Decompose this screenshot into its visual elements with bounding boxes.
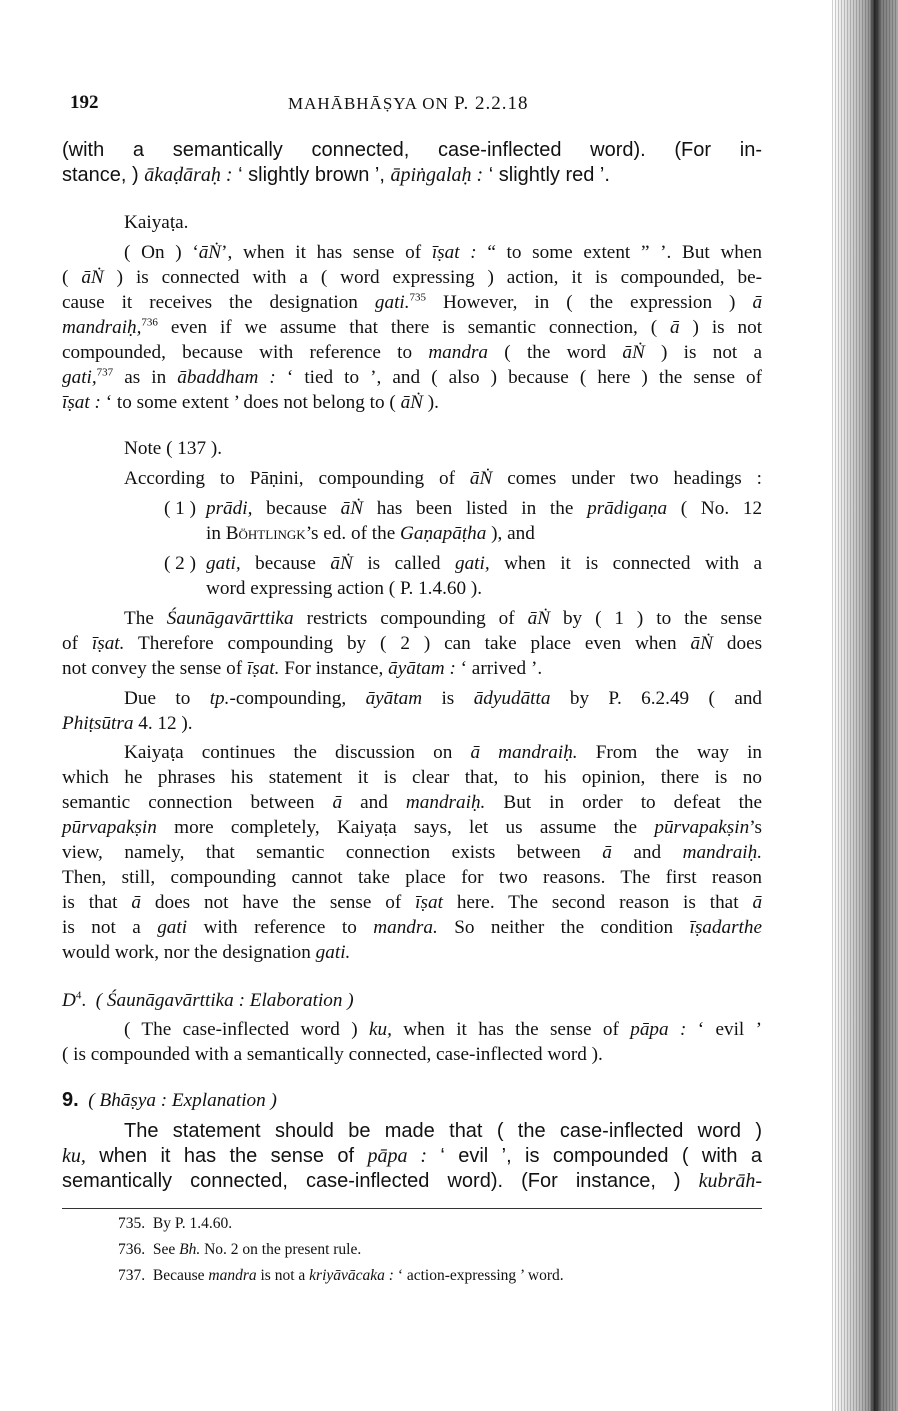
note-p4-line-5: view, namely, that semantic connection exists between ā and mandraiḥ. [62,842,763,863]
note-p4-line-6: Then, still, compounding cannot take place for two reasons. The first reason [62,867,762,888]
section-9-line-1: The statement should be made that ( the case-inflected word ) [124,1120,762,1142]
footnote-735: 735. By P. 1.4.60. [118,1215,233,1232]
note-item-1-line-1: prādi, because āṄ has been listed in the prādigaṇa ( No. 12 [206,498,763,519]
footnote-737: 737. Because mandra is not a kriyāvācaka : ‘ action-expressing ’ word. [118,1267,564,1284]
running-header: MAHĀBHĀṢYA ON P. 2.2.18 [288,93,529,114]
kaiyata-line-4: mandraiḥ,$^{736}$ even if we assume that there is semantic connection, ( ā ) is not [62,316,763,338]
note-p4-line-3: semantic connection between ā and mandraiḥ. But in order to defeat the [62,792,763,813]
d4-line-2: ( is compounded with a semantically connected, case-inflected word ). [62,1044,603,1065]
section-9-heading: 9. ( Bhāṣya : Explanation ) [62,1089,277,1111]
note-p4-line-9: would work, nor the designation gati. [62,942,351,963]
note-p2-line-2: of īṣat. Therefore compounding by ( 2 ) can take place even when āṄ does [62,633,763,654]
kaiyata-line-3: cause it receives the designation gati.$^{735}$ However, in ( the expression ) ā [62,291,763,313]
note-item-2-line-2: word expressing action ( P. 1.4.60 ). [206,578,483,599]
page-binding-shadow [870,0,880,1411]
page-number: 192 [70,92,99,113]
section-9-line-3: semantically connected, case-inflected word). (For instance, ) kubrāh- [62,1170,762,1192]
kaiyata-heading: Kaiyaṭa. [124,212,189,233]
opening-line-2: stance, ) ākaḍāraḥ : ‘ slightly brown ’, āpiṅgalaḥ : ‘ slightly red ’. [62,164,610,186]
note-p2-line-1: The Śaunāgavārttika restricts compounding of āṄ by ( 1 ) to the sense [124,608,763,629]
note-heading: Note ( 137 ). [124,438,223,459]
note-item-1-number: ( 1 ) [164,498,196,519]
note-p4-line-8: is not a gati with reference to mandra. So neither the condition īṣadarthe [62,917,762,938]
section-9-line-2: ku, when it has the sense of pāpa : ‘ evil ’, is compounded ( with a [62,1145,762,1167]
kaiyata-line-1: ( On ) ‘āṄ’, when it has sense of īṣat : “ to some extent ” ’. But when [124,242,763,263]
note-p3-line-1: Due to tp.-compounding, āyātam is ādyudātta by P. 6.2.49 ( and [124,688,763,709]
kaiyata-line-6: gati,$^{737}$ as in ābaddham : ‘ tied to ’, and ( also ) because ( here ) the sense of [62,366,763,388]
page-edge-shadow [832,0,898,1411]
d4-line-1: ( The case-inflected word ) ku, when it has the sense of pāpa : ‘ evil ’ [124,1019,762,1040]
note-item-2-number: ( 2 ) [164,553,196,574]
note-p3-line-2: Phiṭsūtra 4. 12 ). [62,713,193,734]
note-item-2-line-1: gati, because āṄ is called gati, when it is connected with a [206,553,763,574]
opening-line-1: (with a semantically connected, case-inflected word). (For in- [62,139,762,161]
note-p4-line-2: which he phrases his statement it is clear that, to his opinion, there is no [62,767,762,788]
kaiyata-line-7: īṣat : ‘ to some extent ’ does not belong to ( āṄ ). [62,392,439,413]
note-p4-line-7: is that ā does not have the sense of īṣat here. The second reason is that ā [62,892,763,913]
note-p4-line-4: pūrvapakṣin more completely, Kaiyaṭa says, let us assume the pūrvapakṣin’s [62,817,763,838]
note-p4-line-1: Kaiyaṭa continues the discussion on ā mandraiḥ. From the way in [124,742,763,763]
footnote-divider [62,1208,762,1209]
kaiyata-line-5: compounded, because with reference to mandra ( the word āṄ ) is not a [62,342,763,363]
kaiyata-line-2: ( āṄ ) is connected with a ( word expressing ) action, it is compounded, be- [62,267,762,288]
note-item-1-line-2: in Böhtlingk’s ed. of the Gaṇapāṭha ), and [206,523,535,544]
footnote-736: 736. See Bh. No. 2 on the present rule. [118,1241,362,1258]
d4-heading: $D^4$. ( Śaunāgavārttika : Elaboration ) [62,989,354,1011]
note-p2-line-3: not convey the sense of īṣat. For instance, āyātam : ‘ arrived ’. [62,658,543,679]
note-intro: According to Pāṇini, compounding of āṄ comes under two headings : [124,468,763,489]
